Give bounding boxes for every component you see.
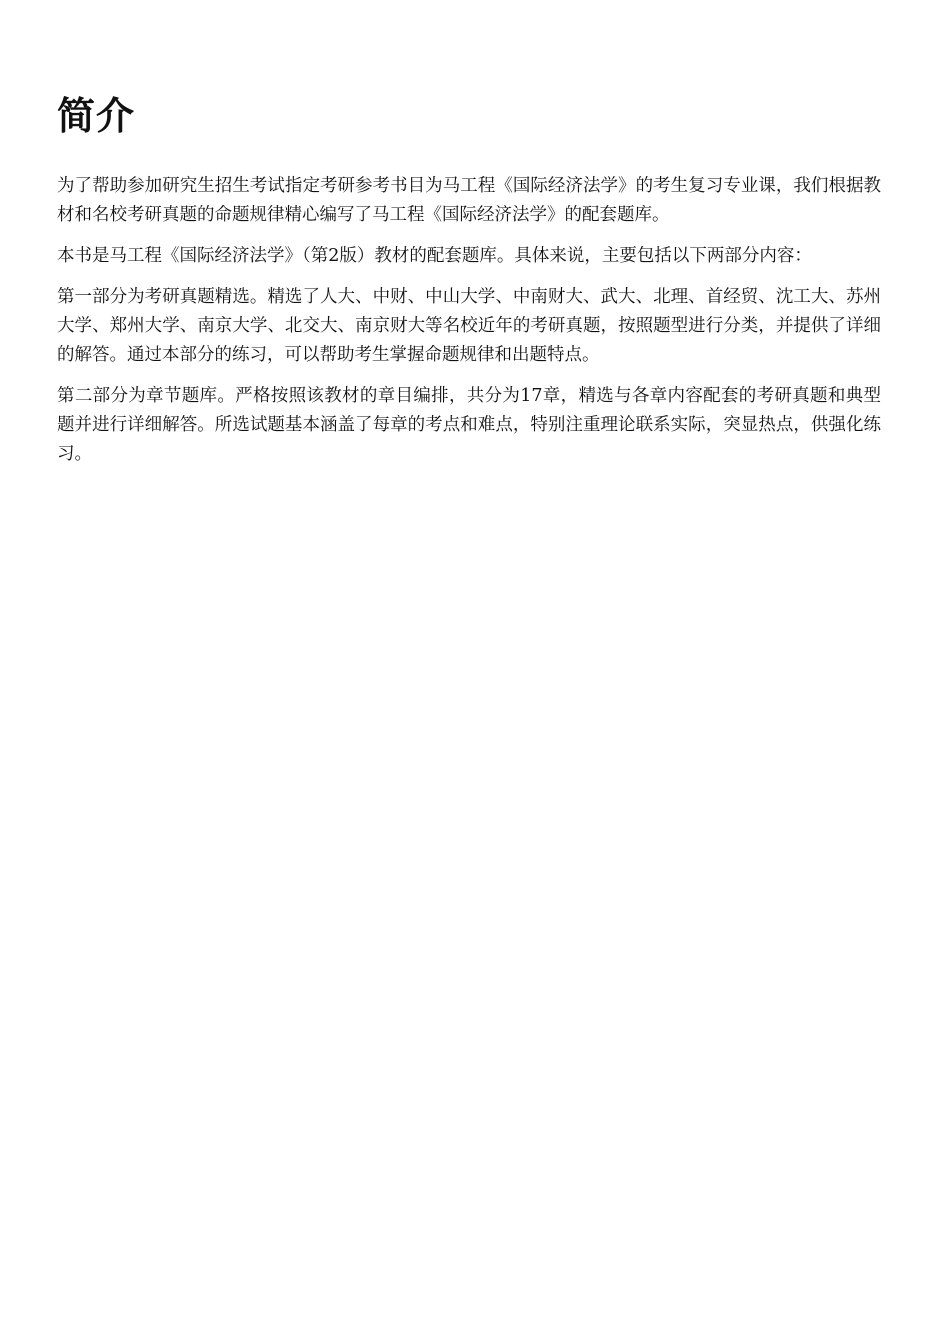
page-title: 简介 — [57, 93, 136, 138]
scope-paragraph: 本书是马工程《国际经济法学》（第2版）教材的配套题库。具体来说，主要包括以下两部分内容： — [57, 246, 812, 266]
part-two-paragraph: 第二部分为章节题库。严格按照该教材的章目编排，共分为17章，精选与各章内容配套的考研真题和典型题并进行详细解答。所选试题基本涵盖了每章的考点和难点，特别注重理论联系实际，突显热点，供强化练习。 — [57, 386, 881, 464]
part-one-paragraph: 第一部分为考研真题精选。精选了人大、中财、中山大学、中南财大、武大、北理、首经贸、沈工大、苏州大学、郑州大学、南京大学、北交大、南京财大等名校近年的考研真题，按照题型进行分类，并提供了详细的解答。通过本部分的练习，可以帮助考生掌握命题规律和出题特点。 — [57, 287, 881, 365]
document-page — [57, 88, 881, 481]
intro-paragraph: 为了帮助参加研究生招生考试指定考研参考书目为马工程《国际经济法学》的考生复习专业课，我们根据教材和名校考研真题的命题规律精心编写了马工程《国际经济法学》的配套题库。 — [57, 176, 881, 225]
